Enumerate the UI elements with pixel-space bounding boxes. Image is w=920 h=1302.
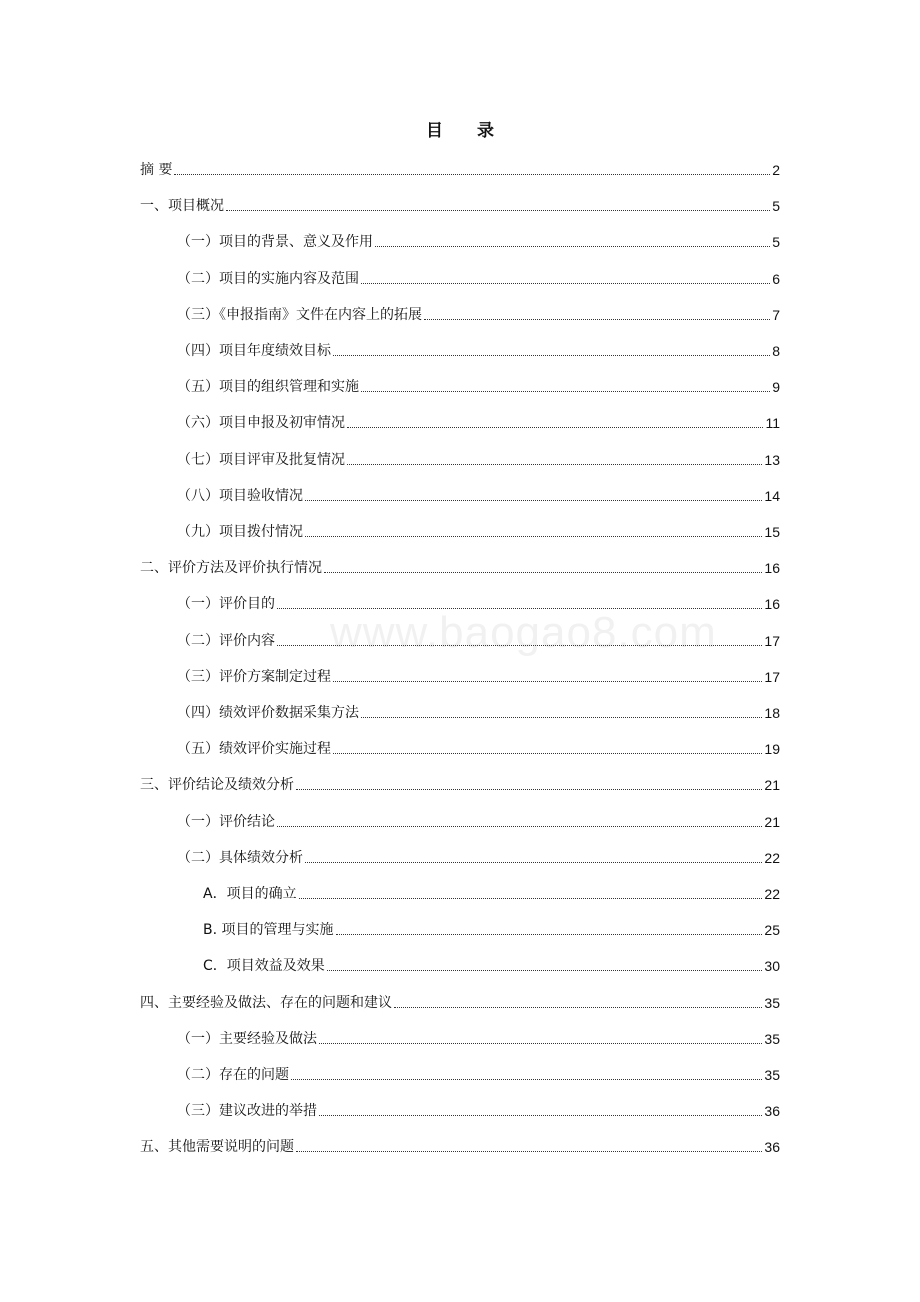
- toc-entry[interactable]: [177, 623, 780, 651]
- toc-entry-page-number: 14: [764, 487, 780, 504]
- toc-entry[interactable]: [140, 985, 780, 1013]
- toc-entry[interactable]: [177, 1057, 780, 1085]
- toc-entry-label: （五）绩效评价实施过程: [177, 741, 331, 758]
- toc-entry-label: 二、评价方法及评价执行情况: [140, 560, 322, 577]
- toc-entry-page-number: 25: [764, 922, 780, 939]
- dot-leader: [333, 752, 762, 754]
- toc-entry-label: （一）评价目的: [177, 596, 275, 613]
- toc-entry-page-number: 35: [764, 1030, 780, 1047]
- toc-entry[interactable]: [177, 514, 780, 542]
- toc-entry-page-number: 22: [764, 886, 780, 902]
- toc-entry-page-number: 6: [772, 270, 780, 287]
- toc-entry-page-number: 16: [764, 560, 780, 577]
- toc-entry-label: （二）具体绩效分析: [177, 849, 303, 866]
- toc-entry-label: （五）项目的组织管理和实施: [177, 379, 359, 396]
- toc-entry[interactable]: [177, 405, 780, 433]
- toc-entry-label: （八）项目验收情况: [177, 487, 303, 504]
- dot-leader: [319, 1114, 762, 1116]
- toc-entry-page-number: 11: [765, 415, 780, 432]
- toc-entry-label: 五、其他需要说明的问题: [140, 1139, 294, 1156]
- dot-leader: [299, 897, 763, 899]
- toc-entry[interactable]: [177, 333, 780, 361]
- toc-entry[interactable]: [177, 369, 780, 397]
- toc-entry[interactable]: [177, 1093, 780, 1121]
- toc-entry-label: （一）主要经验及做法: [177, 1030, 317, 1047]
- toc-entry-label: （三）建议改进的举措: [177, 1103, 317, 1120]
- toc-entry[interactable]: [177, 695, 780, 723]
- dot-leader: [291, 1078, 762, 1080]
- toc-entry-page-number: 22: [764, 849, 780, 866]
- toc-entry[interactable]: [177, 659, 780, 687]
- toc-entry-page-number: 8: [772, 343, 780, 359]
- toc-entry[interactable]: [177, 731, 780, 759]
- toc-entry-label: （四）项目年度绩效目标: [177, 343, 331, 359]
- dot-leader: [327, 969, 763, 971]
- toc-entry-page-number: 21: [764, 777, 780, 794]
- toc-entry-page-number: 17: [764, 632, 780, 649]
- dot-leader: [361, 282, 770, 284]
- toc-entry[interactable]: [177, 297, 780, 325]
- dot-leader: [336, 933, 763, 935]
- toc-entry-label: 一、项目概况: [140, 198, 224, 215]
- dot-leader: [361, 390, 770, 392]
- toc-entry[interactable]: [140, 1129, 780, 1157]
- toc-entry-label: （一）评价结论: [177, 813, 275, 830]
- dot-leader: [375, 245, 770, 247]
- toc-entry-page-number: 21: [764, 813, 780, 830]
- watermark: www.baogao8.com: [330, 608, 717, 657]
- toc-entry-page-number: 17: [764, 668, 780, 685]
- toc-entry[interactable]: [140, 767, 780, 795]
- toc-entry-label: A．项目的确立: [203, 886, 297, 902]
- toc-entry-page-number: 16: [764, 596, 780, 613]
- toc-entry[interactable]: [177, 1021, 780, 1049]
- dot-leader: [226, 209, 770, 211]
- toc-entry[interactable]: [177, 224, 780, 252]
- toc-entry[interactable]: [203, 876, 780, 904]
- dot-leader: [361, 716, 762, 718]
- toc-entry[interactable]: [140, 188, 780, 216]
- dot-leader: [305, 499, 762, 501]
- toc-entry-label: （一）项目的背景、意义及作用: [177, 234, 373, 251]
- dot-leader: [277, 644, 762, 646]
- dot-leader: [394, 1006, 762, 1008]
- dot-leader: [305, 861, 762, 863]
- dot-leader: [347, 426, 763, 428]
- toc-entry-label: （四）绩效评价数据采集方法: [177, 705, 359, 721]
- toc-entry-label: C．项目效益及效果: [203, 958, 325, 975]
- dot-leader: [319, 1042, 762, 1044]
- toc-entry[interactable]: [177, 586, 780, 614]
- toc-entry-label: （二）存在的问题: [177, 1067, 289, 1083]
- toc-entry-label: 四、主要经验及做法、存在的问题和建议: [140, 994, 392, 1011]
- toc-entry-page-number: 35: [764, 1067, 780, 1083]
- dot-leader: [174, 173, 770, 175]
- toc-entry[interactable]: [203, 912, 780, 940]
- toc-entry[interactable]: [177, 261, 780, 289]
- toc-entry-label: （九）项目拨付情况: [177, 524, 303, 540]
- toc-entry-label: （七）项目评审及批复情况: [177, 451, 345, 468]
- toc-entry[interactable]: [140, 550, 780, 578]
- toc-entry[interactable]: [177, 442, 780, 470]
- toc-entry[interactable]: [177, 840, 780, 868]
- toc-entry-label: （二）评价内容: [177, 632, 275, 649]
- dot-leader: [333, 354, 770, 356]
- toc-entry-page-number: 35: [764, 994, 780, 1011]
- toc-entry-page-number: 5: [772, 234, 780, 251]
- toc-entry-label: （六）项目申报及初审情况: [177, 415, 345, 432]
- toc-entry-page-number: 15: [764, 524, 780, 540]
- toc-entry-page-number: 2: [772, 162, 780, 178]
- toc-entry-page-number: 19: [764, 741, 780, 758]
- toc-entry-page-number: 9: [772, 379, 780, 396]
- toc-entry-page-number: 36: [764, 1103, 780, 1120]
- dot-leader: [333, 680, 762, 682]
- toc-entry-label: （二）项目的实施内容及范围: [177, 270, 359, 287]
- toc-entry-page-number: 5: [772, 198, 780, 215]
- toc-entry[interactable]: [177, 478, 780, 506]
- dot-leader: [347, 463, 762, 465]
- toc-title: 目 录: [426, 121, 508, 141]
- toc-entry-page-number: 36: [764, 1139, 780, 1156]
- toc-entry-page-number: 18: [764, 705, 780, 721]
- toc-entry-label: 摘 要: [140, 162, 173, 178]
- toc-entry-label: （三）《申报指南》文件在内容上的拓展: [177, 306, 422, 323]
- dot-leader: [296, 1150, 762, 1152]
- dot-leader: [296, 788, 762, 790]
- toc-entry-page-number: 7: [772, 306, 780, 323]
- toc-entry-label: 三、评价结论及绩效分析: [140, 777, 294, 794]
- toc-entry-page-number: 30: [764, 958, 780, 975]
- toc-entry[interactable]: [140, 152, 780, 180]
- toc-entry-page-number: 13: [764, 451, 780, 468]
- toc-entry-label: （三）评价方案制定过程: [177, 668, 331, 685]
- dot-leader: [424, 318, 770, 320]
- dot-leader: [324, 571, 762, 573]
- dot-leader: [277, 825, 762, 827]
- toc-entry-label: B. 项目的管理与实施: [203, 922, 334, 939]
- toc-entry[interactable]: [203, 948, 780, 976]
- dot-leader: [277, 607, 762, 609]
- dot-leader: [305, 535, 762, 537]
- toc-entry[interactable]: [177, 804, 780, 832]
